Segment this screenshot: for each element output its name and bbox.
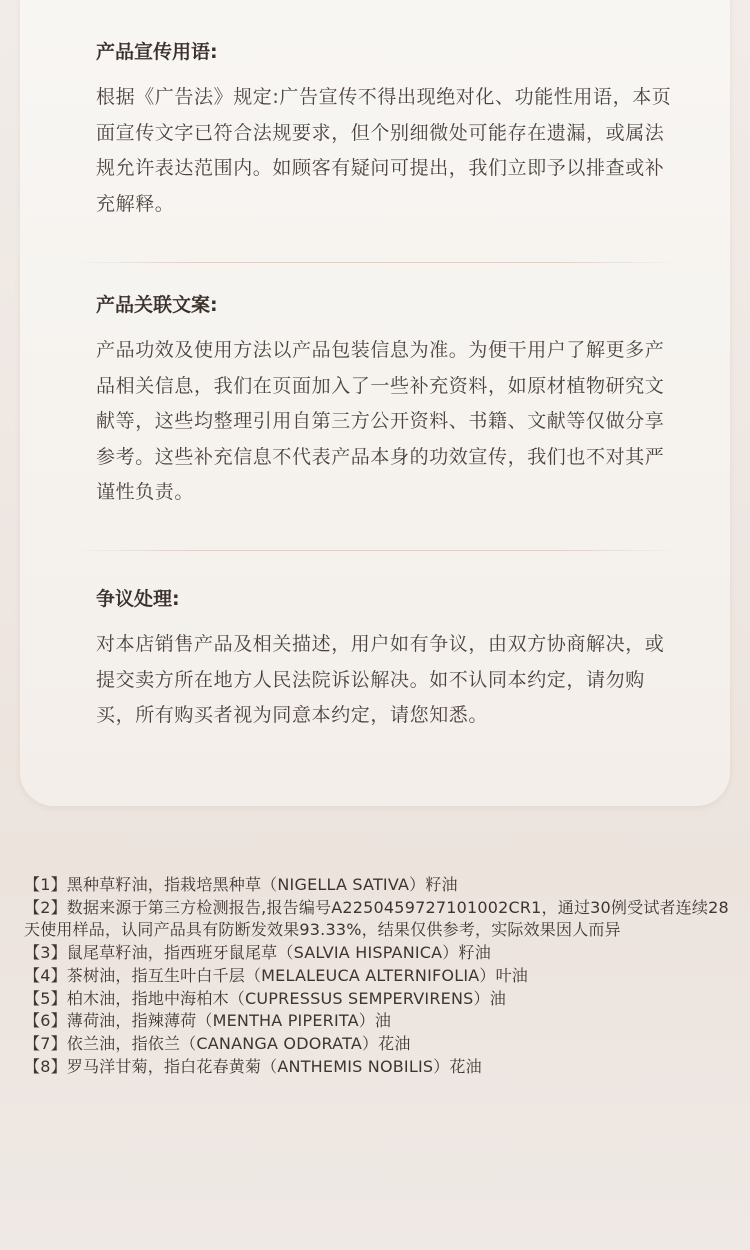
footnote-7: 【7】依兰油，指依兰（CANANGA ODORATA）花油 [24, 1033, 411, 1053]
footnote-2: 【2】数据来源于第三方检测报告,报告编号A2250459727101002CR1，通过30例受试者连续28天使用样品，认同产品具有防断发效果93.33%，结果仅供参考，实际效果因人而异 [24, 897, 729, 940]
footnote-6: 【6】薄荷油，指辣薄荷（MENTHA PIPERITA）油 [24, 1011, 392, 1031]
footnotes-list [24, 874, 736, 1078]
footnote-5: 【5】柏木油，指地中海柏木（CUPRESSUS SEMPERVIRENS）油 [24, 988, 506, 1008]
section-body: 产品功效及使用方法以产品包装信息为准。为便干用户了解更多产品相关信息，我们在页面加入了一些补充资料，如原材植物研究文献等，这些均整理引用自第三方公开资料、书籍、文献等仅做分享参考。这些补充信息不代表产品本身的功效宣传，我们也不对其严谨性负责。 [96, 339, 665, 503]
section-divider [70, 262, 680, 263]
footnote-8: 【8】罗马洋甘菊，指白花春黄菊（ANTHEMIS NOBILIS）花油 [24, 1056, 482, 1076]
section-title: 产品关联文案: [96, 294, 218, 316]
section-ad-wording [96, 38, 676, 222]
section-body: 根据《广告法》规定:广告宣传不得出现绝对化、功能性用语，本页面宣传文字已符合法规要求，但个别细微处可能存在遗漏，或属法规允许表达范围内。如顾客有疑问可提出，我们立即予以排查或补充解释。 [96, 86, 672, 215]
footnote-3: 【3】鼠尾草籽油，指西班牙鼠尾草（SALVIA HISPANICA）籽油 [24, 943, 491, 963]
section-divider [70, 550, 680, 551]
section-dispute [96, 585, 676, 734]
footnote-4: 【4】茶树油，指互生叶白千层（MELALEUCA ALTERNIFOLIA）叶油 [24, 965, 528, 985]
footnote-1: 【1】黑种草籽油，指栽培黑种草（NIGELLA SATIVA）籽油 [24, 875, 458, 894]
section-title: 争议处理: [96, 588, 180, 610]
section-title: 产品宣传用语: [96, 41, 218, 63]
section-body: 对本店销售产品及相关描述，用户如有争议，由双方协商解决，或提交卖方所在地方人民法院诉讼解决。如不认同本约定，请勿购买，所有购买者视为同意本约定，请您知悉。 [96, 633, 665, 726]
section-related-copy [96, 291, 676, 511]
